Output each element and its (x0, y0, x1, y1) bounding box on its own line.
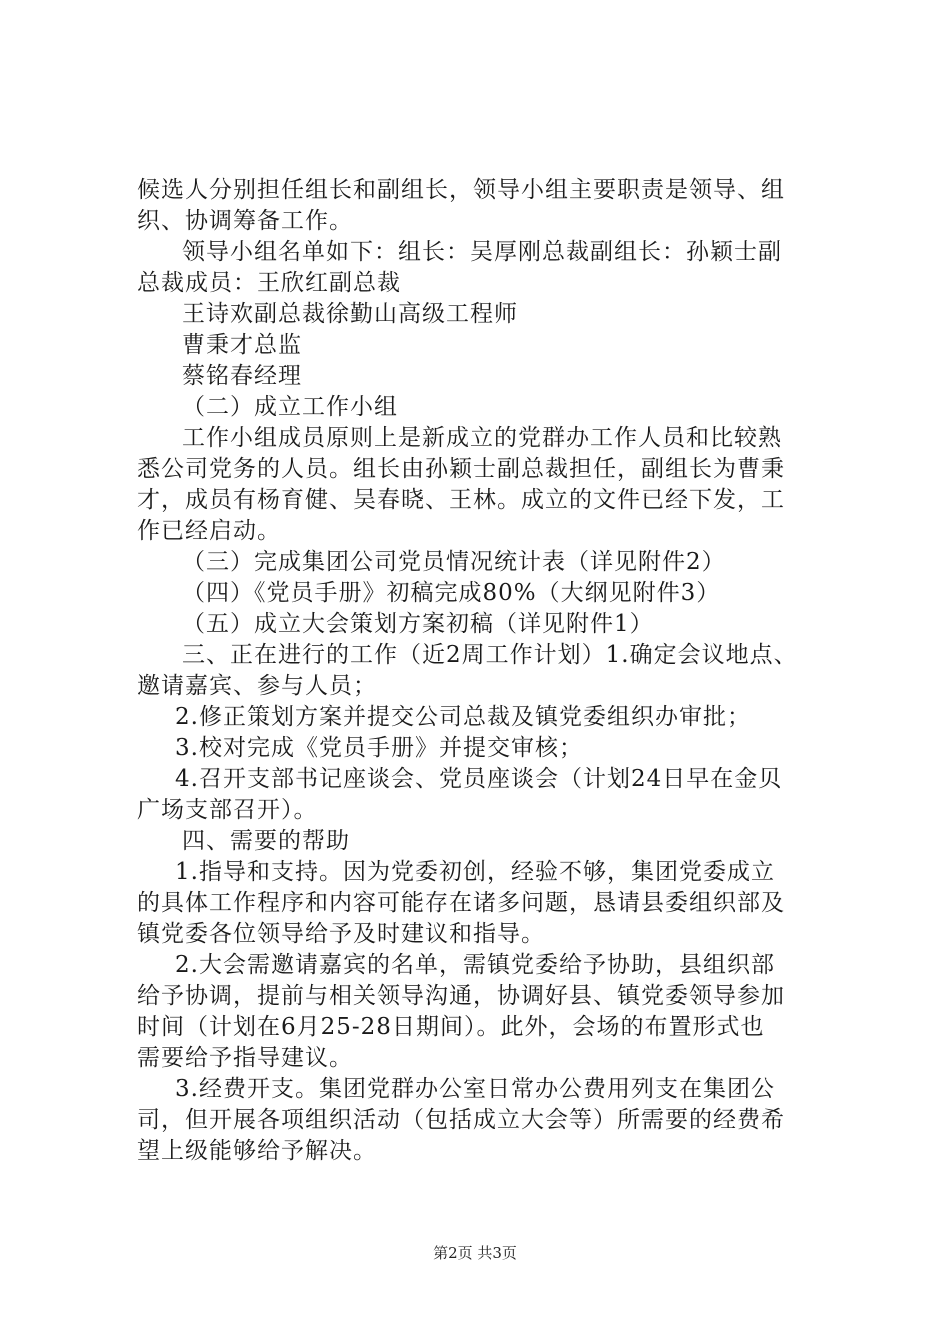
paragraph-line: 时间（计划在6月25-28日期间）。此外，会场的布置形式也 (137, 1014, 765, 1040)
section-heading: （三）完成集团公司党员情况统计表（详见附件2） (182, 549, 726, 575)
list-item: 3.经费开支。集团党群办公室日常办公费用列支在集团公 (175, 1076, 775, 1102)
section-heading: （四）《党员手册》初稿完成80%（大纲见附件3） (182, 580, 721, 606)
paragraph-line: 邀请嘉宾、参与人员； (137, 673, 377, 699)
page-number-label: 第2页 共3页 (433, 1244, 517, 1262)
paragraph-line: 望上级能够给予解决。 (137, 1138, 377, 1164)
paragraph-line: 工作小组成员原则上是新成立的党群办工作人员和比较熟 (182, 425, 782, 451)
paragraph-line: 悉公司党务的人员。组长由孙颖士副总裁担任，副组长为曹秉 (137, 456, 785, 482)
paragraph-line: 蔡铭春经理 (182, 363, 302, 389)
paragraph-line: 王诗欢副总裁徐勤山高级工程师 (182, 301, 518, 327)
list-item: 4.召开支部书记座谈会、党员座谈会（计划24日早在金贝 (175, 766, 783, 792)
section-heading: 四、需要的帮助 (182, 828, 350, 854)
paragraph-line: 领导小组名单如下：组长：吴厚刚总裁副组长：孙颖士副 (182, 239, 782, 265)
paragraph-line: 的具体工作程序和内容可能存在诸多问题，恳请县委组织部及 (137, 890, 785, 916)
list-item: 1.指导和支持。因为党委初创，经验不够，集团党委成立 (175, 859, 775, 885)
paragraph-line: 广场支部召开）。 (137, 797, 318, 823)
list-item: 2.大会需邀请嘉宾的名单，需镇党委给予协助，县组织部 (175, 952, 775, 978)
section-heading: 三、正在进行的工作（近2周工作计划）1.确定会议地点、 (182, 642, 798, 668)
section-heading: （二）成立工作小组 (182, 394, 398, 420)
paragraph-line: 需要给予指导建议。 (137, 1045, 353, 1071)
paragraph-line: 司，但开展各项组织活动（包括成立大会等）所需要的经费希 (137, 1107, 785, 1133)
paragraph-line: 曹秉才总监 (182, 332, 302, 358)
list-item: 3.校对完成《党员手册》并提交审核； (175, 735, 583, 761)
paragraph-line: 镇党委各位领导给予及时建议和指导。 (137, 921, 545, 947)
paragraph-line: 给予协调，提前与相关领导沟通，协调好县、镇党委领导参加 (137, 983, 785, 1009)
paragraph-line: 才，成员有杨育健、吴春晓、王林。成立的文件已经下发，工 (137, 487, 785, 513)
page-footer (0, 1243, 950, 1263)
paragraph-line: 总裁成员：王欣红副总裁 (137, 270, 401, 296)
paragraph-line: 候选人分别担任组长和副组长，领导小组主要职责是领导、组 (137, 177, 785, 203)
paragraph-line: 作已经启动。 (137, 518, 281, 544)
section-heading: （五）成立大会策划方案初稿（详见附件1） (182, 611, 654, 637)
paragraph-line: 织、协调筹备工作。 (137, 208, 353, 234)
list-item: 2.修正策划方案并提交公司总裁及镇党委组织办审批； (175, 704, 751, 730)
